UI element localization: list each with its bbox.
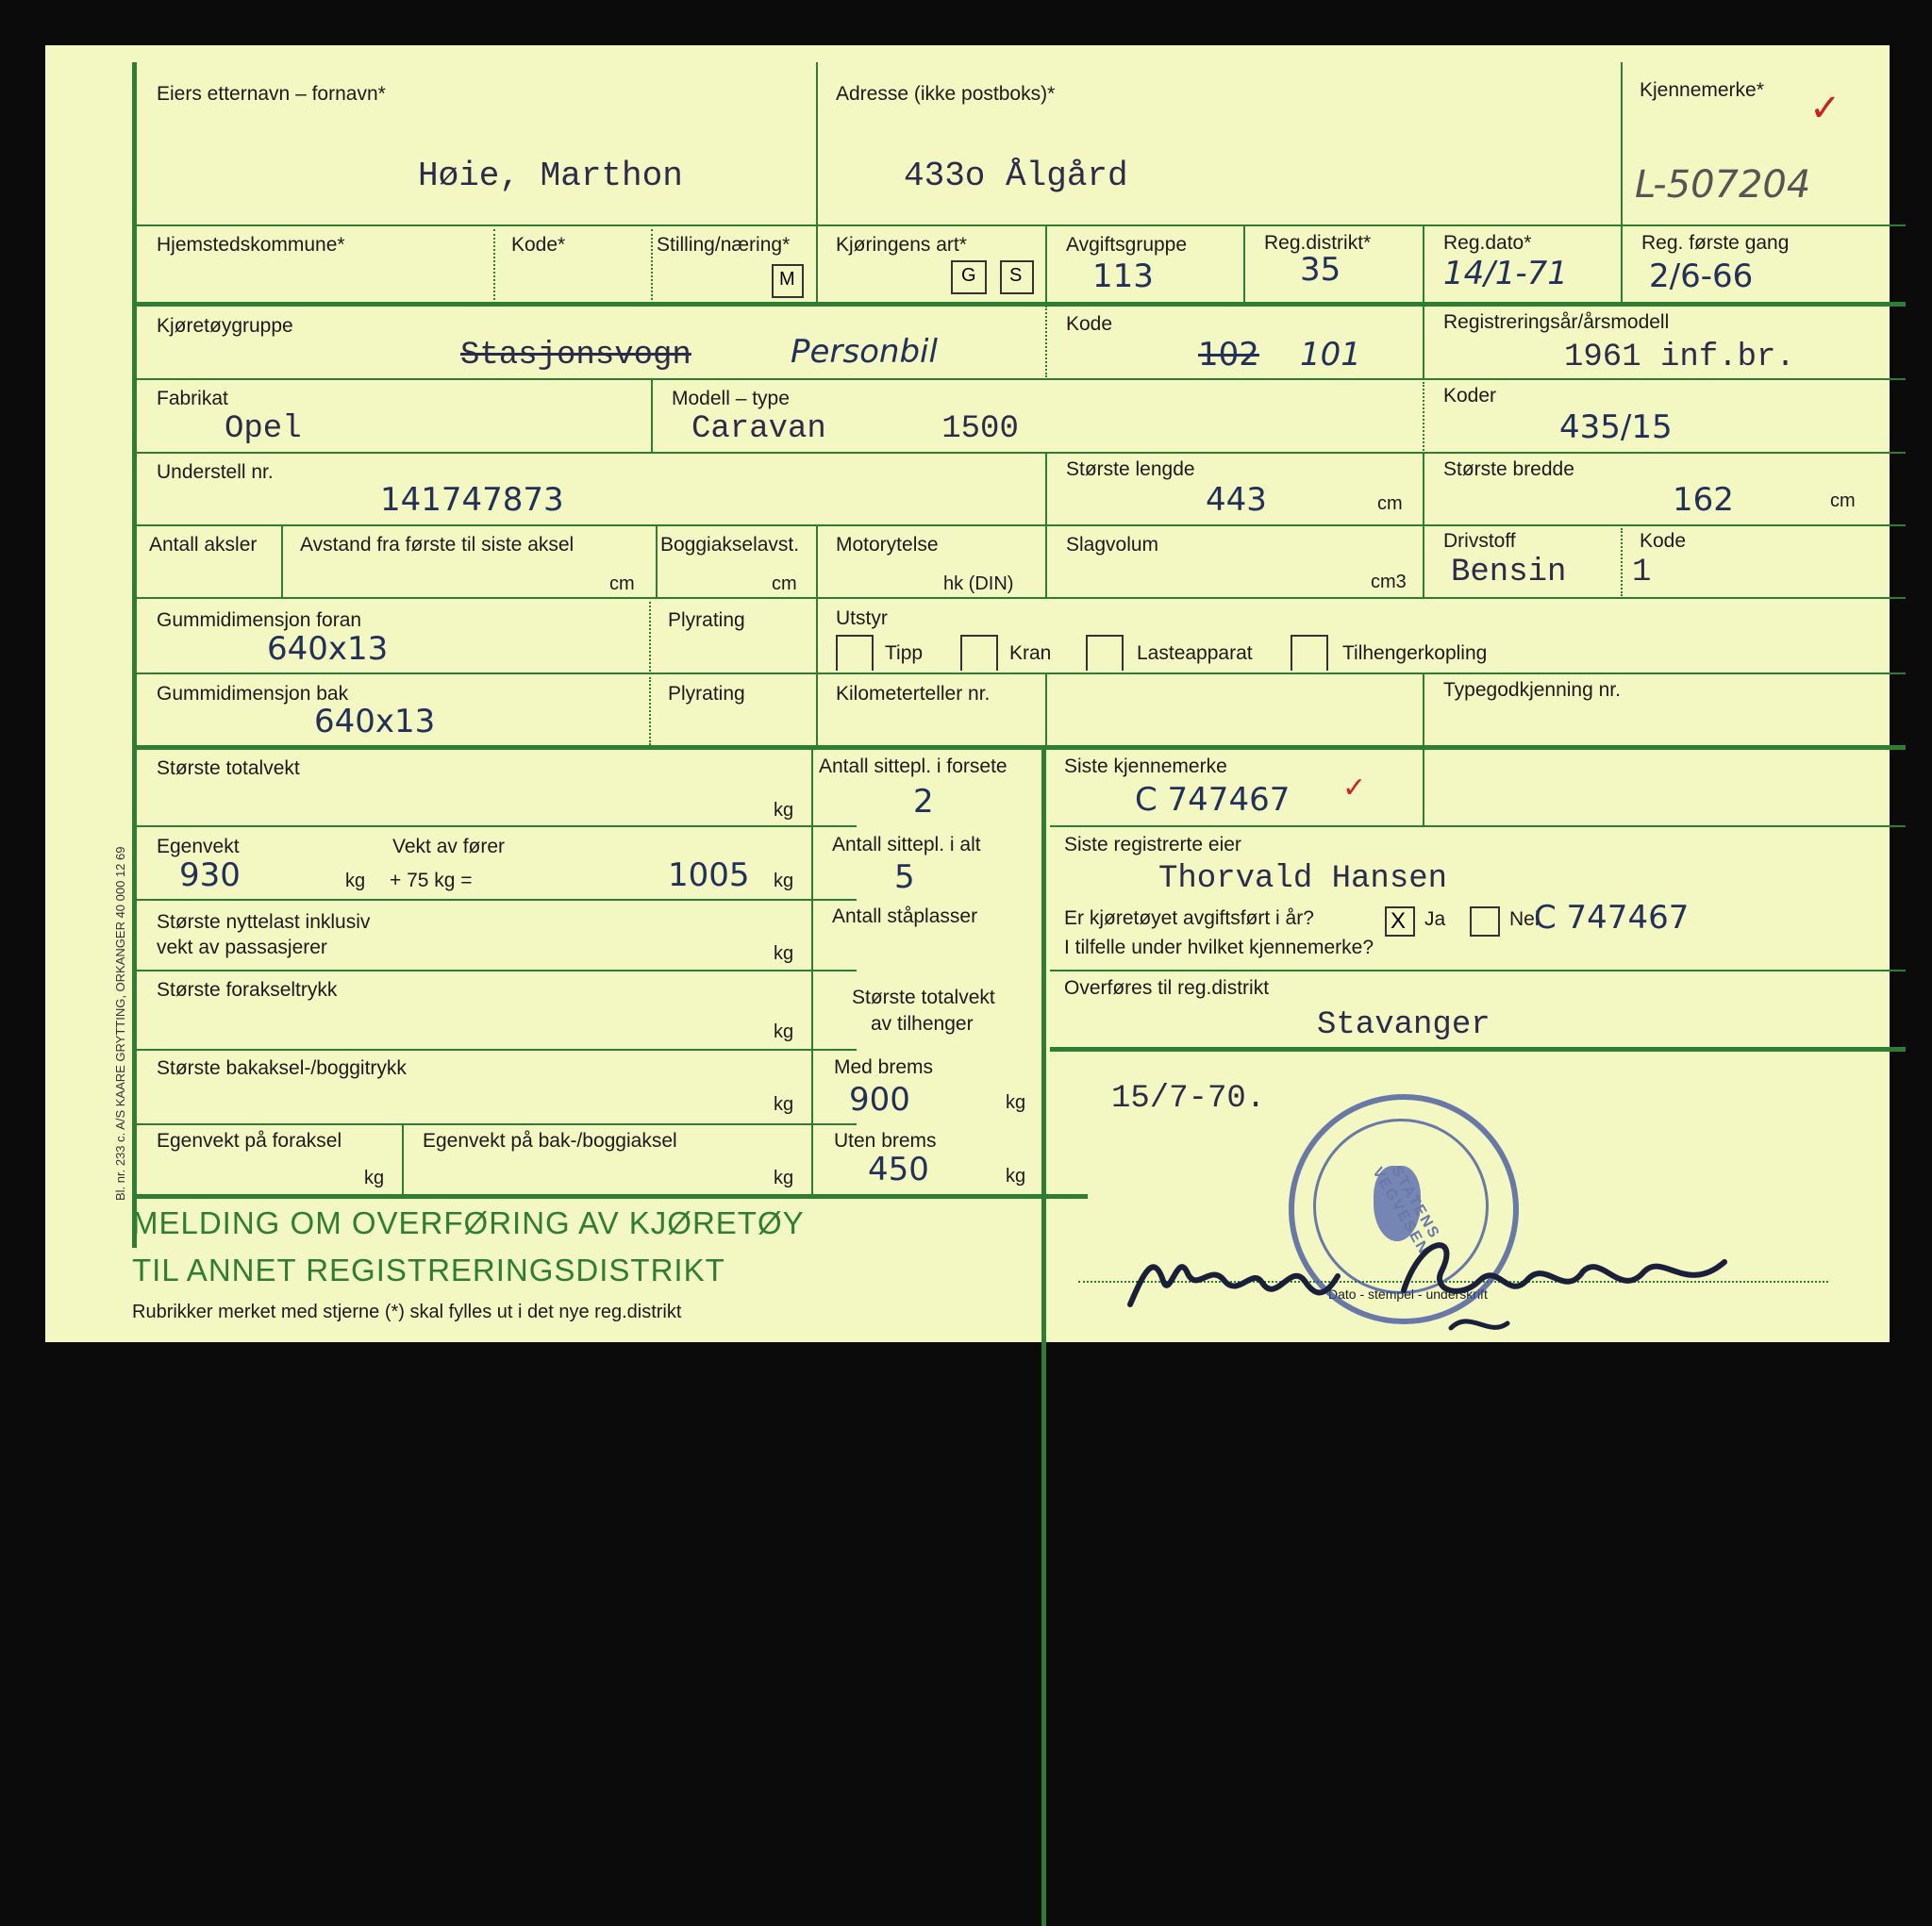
axle-distance-label: Avstand fra første til siste aksel	[300, 534, 575, 556]
last-reg-mark-value[interactable]: C 747467	[1135, 781, 1291, 819]
driving-box-g[interactable]: G	[951, 260, 987, 294]
trailer-total-label-1: Største totalvekt	[852, 987, 995, 1008]
fee-paid-yes-label: Ja	[1424, 908, 1446, 930]
group-code-label: Kode	[1066, 313, 1113, 335]
driver-weight-text: + 75 kg =	[390, 870, 473, 891]
without-brakes-label: Uten brems	[834, 1130, 937, 1152]
tyre-front-value[interactable]: 640x13	[267, 630, 389, 668]
row-line-1	[132, 224, 1906, 226]
displacement-unit: cm3	[1371, 572, 1407, 592]
signature-image	[1121, 1215, 1772, 1347]
row-line-2	[132, 302, 1906, 307]
front-axle-label: Største forakseltrykk	[157, 979, 338, 1001]
last-reg-mark-label: Siste kjennemerke	[1064, 755, 1227, 777]
max-length-label: Største lengde	[1066, 458, 1195, 480]
row-line-3	[132, 378, 1906, 380]
max-total-label: Største totalvekt	[157, 757, 300, 779]
axles-label: Antall aksler	[149, 534, 258, 556]
chassis-label: Understell nr.	[157, 461, 274, 483]
own-front-label: Egenvekt på foraksel	[157, 1130, 342, 1152]
transfer-district-value[interactable]: Stavanger	[1317, 1007, 1491, 1043]
total-own-unit: kg	[774, 871, 794, 891]
tyre-rear-label: Gummidimensjon bak	[157, 683, 349, 705]
front-axle-unit: kg	[774, 1021, 794, 1042]
tyre-front-label: Gummidimensjon foran	[157, 609, 362, 631]
reg-district-label: Reg.distrikt*	[1264, 232, 1372, 254]
seats-total-label: Antall sittepl. i alt	[832, 834, 981, 855]
group-code-struck: 102	[1198, 336, 1259, 374]
row-line-4	[132, 452, 1906, 454]
ply-front-label: Plyrating	[668, 609, 745, 631]
engine-label: Motorytelse	[836, 534, 939, 556]
own-weight-label: Egenvekt	[157, 836, 240, 857]
official-stamp: STATENS VEGVESEN	[1289, 1094, 1519, 1324]
bogie-unit: cm	[772, 573, 797, 594]
max-width-value[interactable]: 162	[1673, 481, 1734, 519]
footer-title-1: MELDING OM OVERFØRING AV KJØRETØY	[132, 1205, 805, 1240]
row-line-5	[132, 524, 1906, 526]
model-label: Modell – type	[672, 388, 790, 409]
chassis-value[interactable]: 141747873	[380, 481, 564, 519]
eq-laste-label: Lasteapparat	[1137, 642, 1253, 664]
checkmark-icon: ✓	[1809, 87, 1841, 130]
own-front-unit: kg	[364, 1168, 385, 1188]
seats-front-label: Antall sittepl. i forsete	[819, 755, 1008, 777]
own-weight-unit: kg	[345, 871, 366, 891]
fee-paid-yes-box[interactable]: X	[1385, 906, 1415, 937]
registration-card	[45, 45, 1890, 1342]
row-line-8	[132, 745, 1906, 750]
owner-name-label: Eiers etternavn – fornavn*	[157, 83, 386, 105]
codes-value[interactable]: 435/15	[1559, 408, 1673, 446]
signature-caption: Dato - stempel - underskrift	[1328, 1287, 1488, 1302]
type-approval-label: Typegodkjenning nr.	[1443, 679, 1621, 701]
standing-label: Antall ståplasser	[832, 905, 978, 927]
eq-tipp-label: Tipp	[885, 642, 924, 664]
side-print: Bl. nr. 233 c. A/S KAARE GRYTTING, ORKANGER 40 000 12 69	[113, 846, 127, 1201]
axle-distance-unit: cm	[609, 573, 635, 594]
fuel-code-value[interactable]: 1	[1632, 555, 1652, 590]
fee-paid-question: Er kjøretøyet avgiftsført i år?	[1064, 907, 1314, 929]
last-owner-label: Siste registrerte eier	[1064, 834, 1241, 855]
driver-weight-label: Vekt av fører	[392, 836, 506, 857]
first-reg-label: Reg. første gang	[1641, 232, 1790, 254]
fee-group-value[interactable]: 113	[1092, 257, 1154, 295]
vehicle-group-value[interactable]: Personbil	[791, 333, 938, 371]
own-weight-value[interactable]: 930	[179, 856, 241, 894]
address-value[interactable]: 433o Ålgård	[904, 157, 1128, 195]
reg-year-value[interactable]: 1961 inf.br.	[1564, 340, 1795, 375]
code-label: Kode*	[511, 234, 566, 256]
total-own-value[interactable]: 1005	[668, 856, 750, 894]
reg-mark-value[interactable]: L-507204	[1635, 163, 1811, 207]
eq-tipp-box[interactable]	[836, 635, 874, 671]
group-code-value[interactable]: 101	[1300, 336, 1361, 374]
vehicle-group-struck: Stasjonsvogn	[460, 338, 691, 374]
model-value[interactable]: Caravan 1500	[691, 411, 1019, 447]
checkmark-icon-2: ✓	[1342, 772, 1367, 805]
footer-note: Rubrikker merket med stjerne (*) skal fylles ut i det nye reg.distrikt	[132, 1302, 682, 1322]
row-line-7	[132, 672, 1906, 674]
reg-date-label: Reg.dato*	[1443, 232, 1532, 254]
eq-kran-box[interactable]	[960, 635, 998, 671]
payload-label-2: vekt av passasjerer	[157, 937, 327, 958]
eq-tilhenger-box[interactable]	[1291, 635, 1328, 671]
max-total-unit: kg	[774, 800, 794, 821]
with-brakes-value[interactable]: 900	[849, 1081, 910, 1119]
odometer-label: Kilometerteller nr.	[836, 683, 991, 705]
fuel-label: Drivstoff	[1443, 530, 1516, 552]
codes-label: Koder	[1443, 385, 1497, 407]
with-brakes-unit: kg	[1006, 1092, 1026, 1113]
fuel-code-label: Kode	[1640, 530, 1687, 552]
own-rear-label: Egenvekt på bak-/boggiaksel	[423, 1130, 677, 1152]
rear-axle-label: Største bakaksel-/boggitrykk	[157, 1057, 407, 1079]
max-width-label: Største bredde	[1443, 458, 1574, 480]
reg-date-value[interactable]: 14/1-71	[1443, 255, 1568, 292]
engine-unit: hk (DIN)	[943, 573, 1014, 594]
fee-paid-no-label: Nei	[1509, 908, 1540, 930]
equipment-label: Utstyr	[836, 607, 888, 629]
make-label: Fabrikat	[157, 388, 228, 409]
bogie-label: Boggiakselavst.	[660, 534, 800, 556]
payload-label-1: Største nyttelast inklusiv	[157, 911, 371, 933]
payload-unit: kg	[774, 943, 794, 964]
ply-rear-label: Plyrating	[668, 683, 745, 705]
fee-group-label: Avgiftsgruppe	[1066, 234, 1188, 256]
driving-type-label: Kjøringens art*	[836, 234, 967, 256]
eq-laste-box[interactable]	[1086, 635, 1124, 671]
without-brakes-unit: kg	[1006, 1166, 1026, 1187]
which-mark-question: I tilfelle under hvilket kjennemerke?	[1064, 937, 1374, 958]
owner-name-value[interactable]: Høie, Marthon	[418, 157, 683, 195]
reg-year-label: Registreringsår/årsmodell	[1443, 311, 1670, 333]
eq-tilhenger-label: Tilhengerkopling	[1342, 642, 1488, 664]
displacement-label: Slagvolum	[1066, 534, 1159, 556]
transfer-label: Overføres til reg.distrikt	[1064, 977, 1270, 999]
occupation-label: Stilling/næring*	[657, 234, 791, 256]
last-owner-value[interactable]: Thorvald Hansen	[1158, 861, 1448, 897]
first-reg-value[interactable]: 2/6-66	[1649, 257, 1754, 295]
max-length-value[interactable]: 443	[1206, 481, 1267, 519]
driving-box-s[interactable]: S	[1000, 260, 1034, 294]
row-line-6	[132, 597, 1906, 599]
footer-title-2: TIL ANNET REGISTRERINGSDISTRIKT	[132, 1253, 725, 1287]
reg-district-value[interactable]: 35	[1300, 251, 1341, 289]
reg-mark-label: Kjennemerke*	[1640, 79, 1764, 101]
occupation-box[interactable]: M	[772, 264, 804, 298]
seats-front-value[interactable]: 2	[913, 783, 934, 821]
eq-kran-label: Kran	[1009, 642, 1052, 664]
own-rear-unit: kg	[774, 1168, 794, 1188]
seats-total-value[interactable]: 5	[894, 858, 915, 896]
max-length-unit: cm	[1377, 493, 1403, 514]
max-width-unit: cm	[1830, 490, 1856, 511]
municipality-label: Hjemstedskommune*	[157, 234, 345, 256]
vehicle-group-label: Kjøretøygruppe	[157, 315, 293, 337]
with-brakes-label: Med brems	[834, 1056, 934, 1078]
tyre-rear-value[interactable]: 640x13	[314, 703, 436, 740]
without-brakes-value[interactable]: 450	[868, 1151, 929, 1188]
fuel-value[interactable]: Bensin	[1451, 555, 1567, 590]
fee-paid-no-box[interactable]	[1470, 906, 1500, 937]
date-written[interactable]: 15/7-70.	[1111, 1081, 1266, 1117]
fee-paid-mark[interactable]: C 747467	[1534, 899, 1690, 937]
trailer-total-label-2: av tilhenger	[871, 1013, 974, 1035]
address-label: Adresse (ikke postboks)*	[836, 83, 1056, 105]
rear-axle-unit: kg	[774, 1094, 794, 1115]
left-border	[132, 62, 137, 1248]
make-value[interactable]: Opel	[225, 411, 302, 447]
